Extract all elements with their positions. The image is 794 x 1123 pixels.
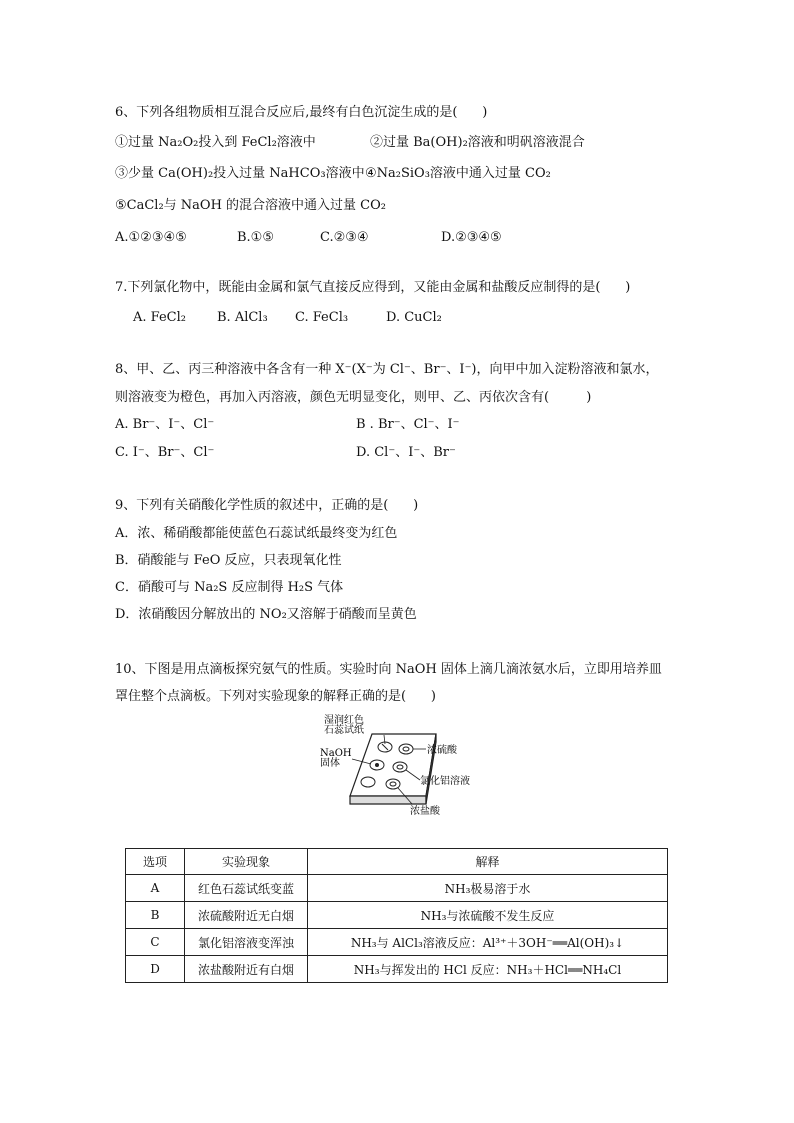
header-option: 选项 xyxy=(126,849,185,875)
q7-choice-d: D. CuCl₂ xyxy=(386,310,442,325)
naoh-solid-icon xyxy=(375,763,379,767)
row-a-explanation: NH₃极易溶于水 xyxy=(308,875,668,902)
row-b-option: B xyxy=(126,902,185,929)
q10-stem-line1: 10、下图是用点滴板探究氨气的性质。实验时向 NaOH 固体上滴几滴浓氨水后，立即用培养皿 xyxy=(115,662,662,677)
q8-stem-line2: 则溶液变为橙色，再加入丙溶液，颜色无明显变化，则甲、乙、丙依次含有( ) xyxy=(115,390,592,405)
q10-stem-line2: 罩住整个点滴板。下列对实验现象的解释正确的是( ) xyxy=(115,689,436,704)
spot-plate-diagram xyxy=(316,712,486,816)
label-paper-2: 石蕊试纸 xyxy=(324,725,364,736)
row-a-option: A xyxy=(126,875,185,902)
row-d-explanation: NH₃与挥发出的 HCl 反应：NH₃＋HCl══NH₄Cl xyxy=(308,956,668,983)
q6-option-1: ①过量 Na₂O₂投入到 FeCl₂溶液中 xyxy=(115,135,316,150)
q6-choice-b: B.①⑤ xyxy=(237,230,274,245)
label-alcl3: 氯化铝溶液 xyxy=(420,776,470,787)
q8-choice-d: D. Cl⁻、I⁻、Br⁻ xyxy=(356,445,456,460)
q6-option-4: ④Na₂SiO₃溶液中通入过量 CO₂ xyxy=(365,166,551,181)
q6-stem: 6、下列各组物质相互混合反应后,最终有白色沉淀生成的是( ) xyxy=(115,105,488,120)
q8-choice-a: A. Br⁻、I⁻、Cl⁻ xyxy=(115,417,215,432)
q6-choice-d: D.②③④⑤ xyxy=(441,230,502,245)
q7-choice-b: B. AlCl₃ xyxy=(217,310,268,325)
q8-stem-line1: 8、甲、乙、丙三种溶液中各含有一种 X⁻(X⁻为 Cl⁻、Br⁻、I⁻)，向甲中加入淀粉溶液和氯水， xyxy=(115,362,659,377)
header-explanation: 解释 xyxy=(308,849,668,875)
q8-choice-b: B . Br⁻、Cl⁻、I⁻ xyxy=(356,417,460,432)
q9-choice-a: A．浓、稀硝酸都能使蓝色石蕊试纸最终变为红色 xyxy=(115,526,398,541)
q9-choice-b: B．硝酸能与 FeO 反应，只表现氧化性 xyxy=(115,553,342,568)
spot-plate-front xyxy=(350,796,426,804)
row-c-explanation: NH₃与 AlCl₃溶液反应：Al³⁺＋3OH⁻══Al(OH)₃↓ xyxy=(308,929,668,956)
q8-choice-c: C. I⁻、Br⁻、Cl⁻ xyxy=(115,445,215,460)
label-h2so4: 浓硫酸 xyxy=(427,745,457,756)
q7-stem: 7.下列氯化物中，既能由金属和氯气直接反应得到，又能由金属和盐酸反应制得的是( ) xyxy=(115,280,631,295)
row-b-phenomenon: 浓硫酸附近无白烟 xyxy=(185,902,308,929)
q6-option-2: ②过量 Ba(OH)₂溶液和明矾溶液混合 xyxy=(370,135,585,150)
label-naoh-2: 固体 xyxy=(320,758,340,769)
explanation-table xyxy=(125,848,668,983)
label-hcl: 浓盐酸 xyxy=(410,806,440,816)
row-c-option: C xyxy=(126,929,185,956)
table-row xyxy=(126,875,668,902)
q6-choice-c: C.②③④ xyxy=(320,230,369,245)
row-d-option: D xyxy=(126,956,185,983)
table-header-row xyxy=(126,849,668,875)
q9-choice-d: D．浓硝酸因分解放出的 NO₂又溶解于硝酸而呈黄色 xyxy=(115,607,417,622)
row-d-phenomenon: 浓盐酸附近有白烟 xyxy=(185,956,308,983)
table-row xyxy=(126,956,668,983)
header-phenomenon: 实验现象 xyxy=(185,849,308,875)
row-c-phenomenon: 氯化铝溶液变浑浊 xyxy=(185,929,308,956)
row-b-explanation: NH₃与浓硫酸不发生反应 xyxy=(308,902,668,929)
table-row xyxy=(126,902,668,929)
q6-choice-a: A.①②③④⑤ xyxy=(115,230,187,245)
q9-stem: 9、下列有关硝酸化学性质的叙述中，正确的是( ) xyxy=(115,498,419,513)
q7-choice-c: C. FeCl₃ xyxy=(295,310,349,325)
table-row xyxy=(126,929,668,956)
q6-option-5: ⑤CaCl₂与 NaOH 的混合溶液中通入过量 CO₂ xyxy=(115,198,387,213)
row-a-phenomenon: 红色石蕊试纸变蓝 xyxy=(185,875,308,902)
label-naoh-1: NaOH xyxy=(320,748,352,759)
q6-option-3: ③少量 Ca(OH)₂投入过量 NaHCO₃溶液中 xyxy=(115,166,365,181)
q9-choice-c: C．硝酸可与 Na₂S 反应制得 H₂S 气体 xyxy=(115,580,344,595)
label-paper-1: 湿润红色 xyxy=(324,715,364,726)
q7-choice-a: A. FeCl₂ xyxy=(133,310,186,325)
